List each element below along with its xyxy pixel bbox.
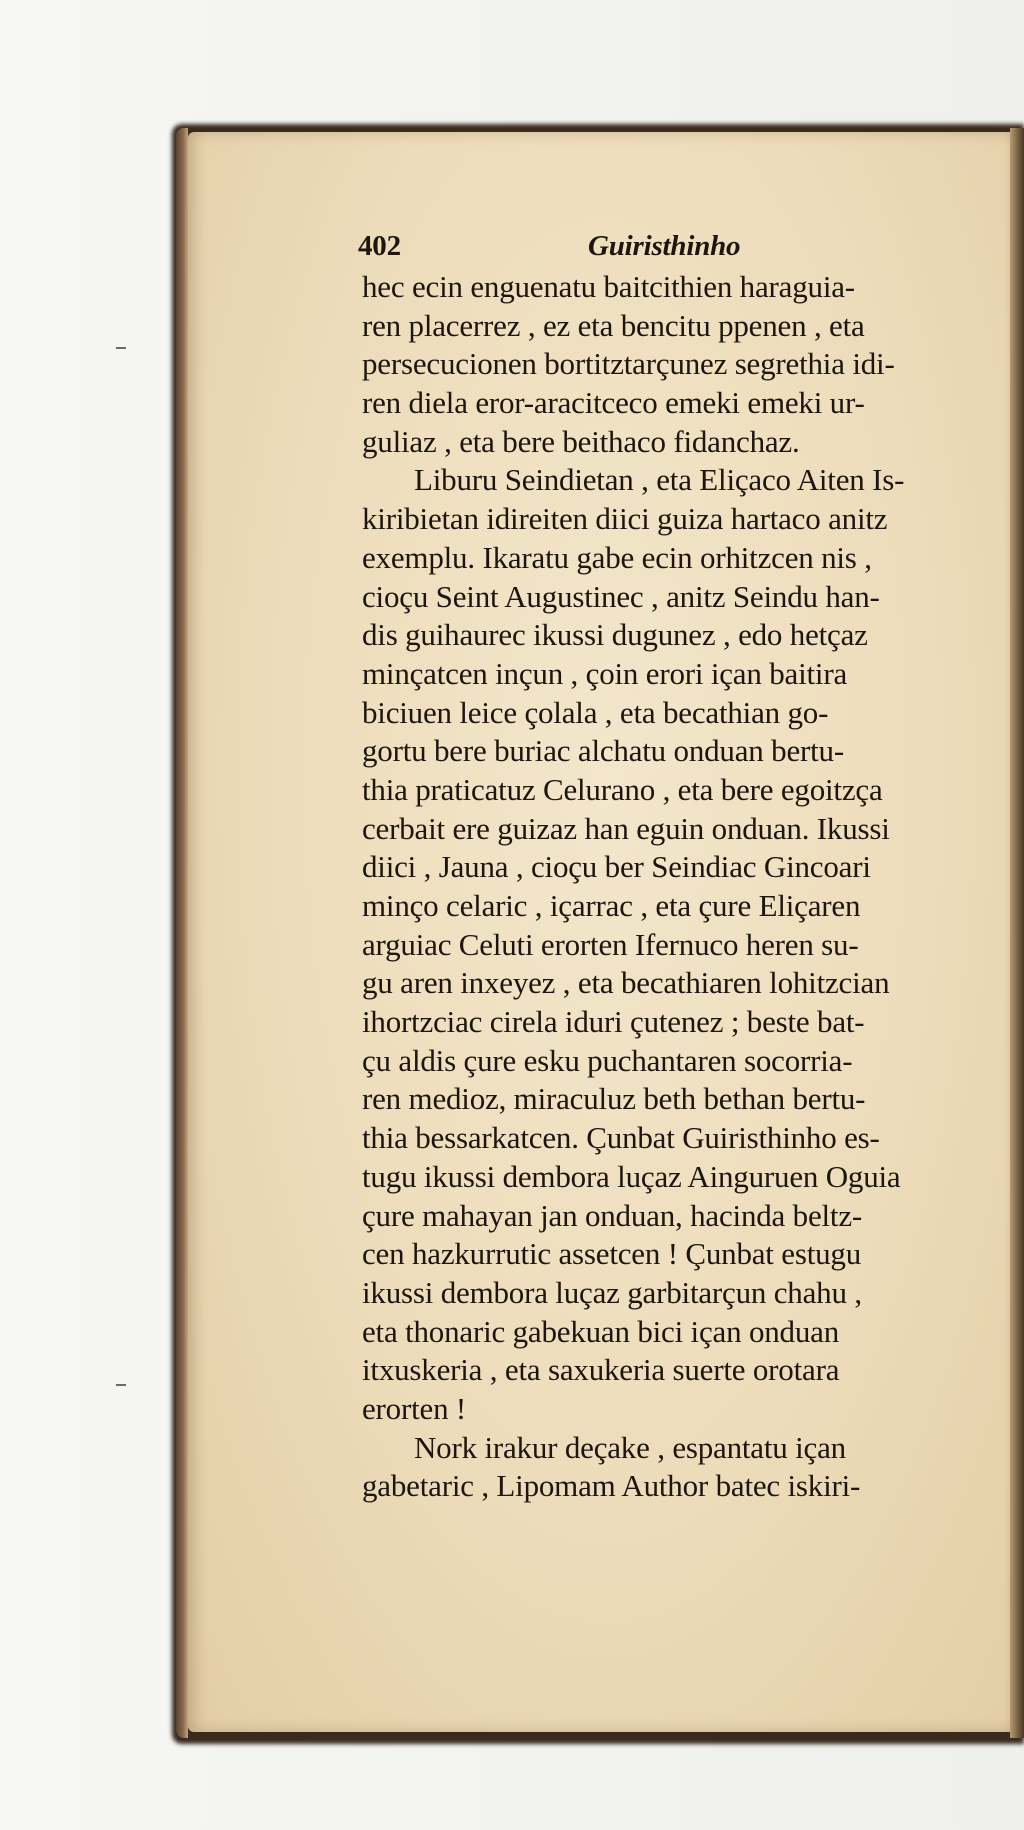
text-line: gortu bere buriac alchatu onduan bertu- xyxy=(362,733,844,769)
text-line: çu aldis çure esku puchantaren socorria- xyxy=(362,1042,853,1078)
text-line: exemplu. Ikaratu gabe ecin orhitzcen nis , xyxy=(362,539,872,575)
text-line: erorten ! xyxy=(362,1390,467,1426)
text-line: cen hazkurrutic assetcen ! Çunbat estugu xyxy=(362,1236,862,1272)
text-line: thia praticatuz Celurano , eta bere egoitzça xyxy=(362,771,883,807)
text-line: gu aren inxeyez , eta becathiaren lohitzcian xyxy=(362,965,890,1001)
book-spine-edge xyxy=(176,128,188,1738)
text-line: ren diela eror-aracitceco emeki emeki ur- xyxy=(362,385,865,421)
text-line: ren medioz, miraculuz beth bethan bertu- xyxy=(362,1081,866,1117)
text-line: eta thonaric gabekuan bici içan onduan xyxy=(362,1313,840,1349)
text-line: cioçu Seint Augustinec , anitz Seindu han- xyxy=(362,578,880,614)
margin-mark xyxy=(116,347,126,349)
page-number: 402 xyxy=(358,230,401,262)
text-line: thia bessarkatcen. Çunbat Guiristhinho es- xyxy=(362,1120,880,1156)
text-line: guliaz , eta bere beithaco fidanchaz. xyxy=(362,423,800,459)
text-line: tugu ikussi dembora luçaz Ainguruen Oguia xyxy=(362,1158,901,1194)
text-line: ihortzciac cirela iduri çutenez ; beste bat- xyxy=(362,1004,865,1040)
running-head: Guiristhinho xyxy=(588,230,741,262)
text-line: dis guihaurec ikussi dugunez , edo hetçaz xyxy=(362,617,868,653)
text-line: minçatcen inçun , çoin erori içan baitira xyxy=(362,655,847,691)
page-text-block xyxy=(358,230,1022,1506)
text-line: çure mahayan jan onduan, hacinda beltz- xyxy=(362,1197,863,1233)
page-header xyxy=(358,230,1022,268)
text-line: itxuskeria , eta saxukeria suerte orotara xyxy=(362,1352,840,1388)
text-line: biciuen leice çolala , eta becathian go- xyxy=(362,694,829,730)
text-line: minço celaric , içarrac , eta çure Eliçaren xyxy=(362,888,861,923)
text-line-paragraph-start: Liburu Seindietan , eta Eliçaco Aiten Is- xyxy=(414,462,905,498)
text-line: gabetaric , Lipomam Author batec iskiri- xyxy=(362,1468,861,1504)
text-line: cerbait ere guizaz han eguin onduan. Ikussi xyxy=(362,810,890,846)
text-line: arguiac Celuti erorten Ifernuco heren su- xyxy=(362,926,859,962)
text-line: kiribietan idireiten diici guiza hartaco anitz xyxy=(362,501,888,537)
text-line: ren placerrez , ez eta bencitu ppenen , eta xyxy=(362,307,865,343)
text-line: ikussi dembora luçaz garbitarçun chahu , xyxy=(362,1274,862,1310)
text-line-paragraph-start: Nork irakur deçake , espantatu içan xyxy=(414,1429,846,1465)
text-line: diici , Jauna , cioçu ber Seindiac Gincoari xyxy=(362,849,871,885)
margin-mark xyxy=(116,1384,126,1386)
text-line: hec ecin enguenatu baitcithien haraguia- xyxy=(362,269,855,304)
text-line: persecucionen bortitztarçunez segrethia idi- xyxy=(362,346,895,382)
